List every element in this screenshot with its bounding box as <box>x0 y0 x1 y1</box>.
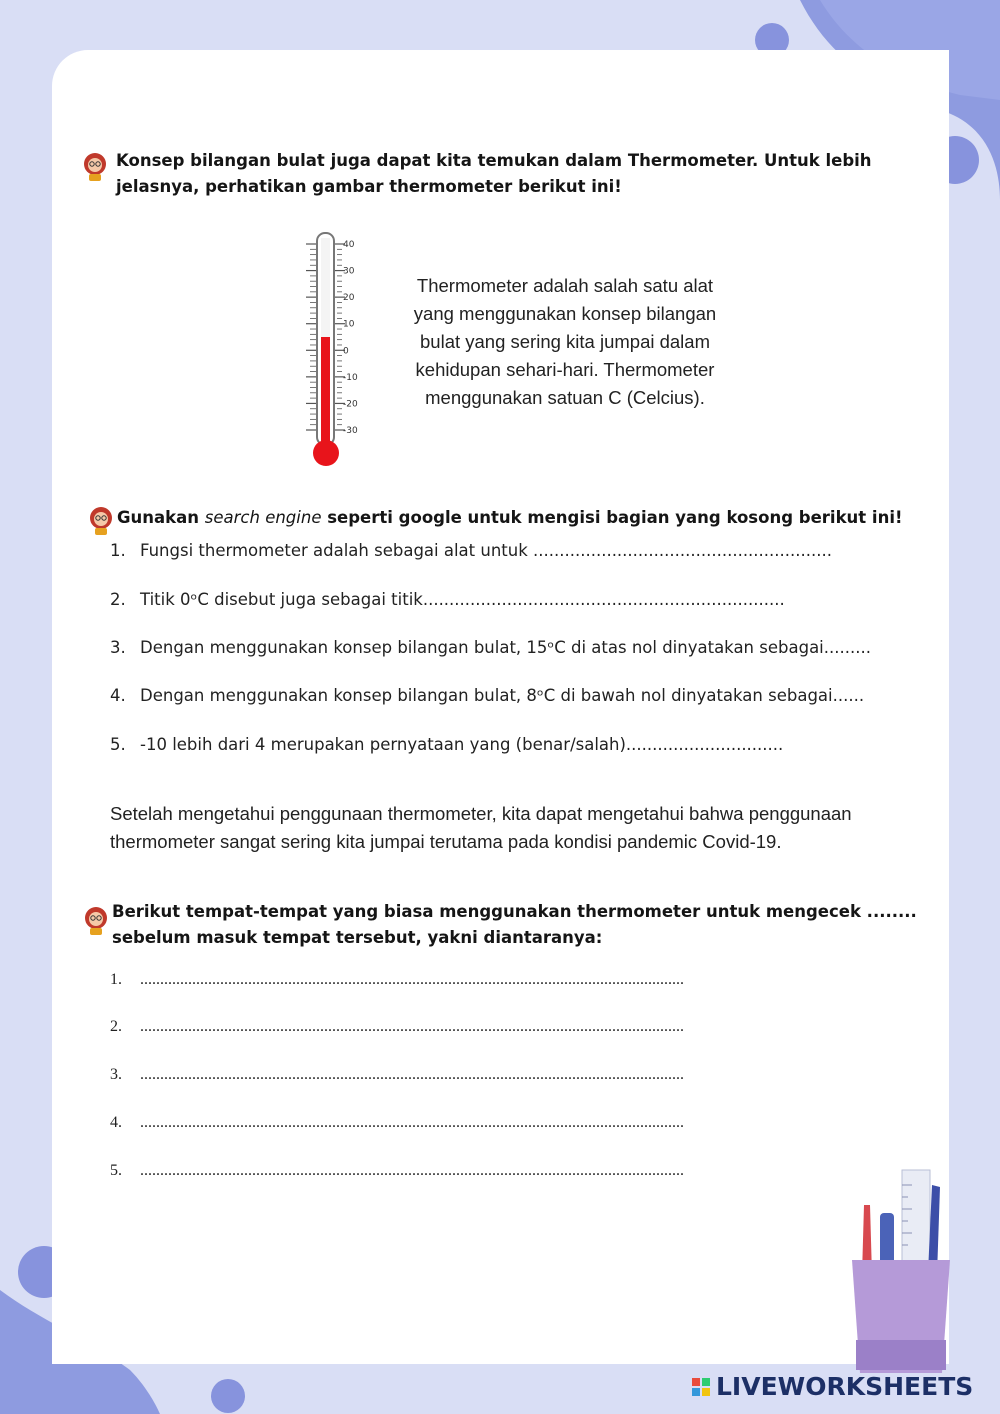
thermometer-figure <box>300 228 390 473</box>
girl-avatar-icon <box>83 906 109 936</box>
thermometer-scale-label: 40 <box>343 240 355 250</box>
question-item[interactable] <box>110 686 864 705</box>
section2-heading-pre: Gunakan <box>117 508 205 527</box>
question-text: -10 lebih dari 4 merupakan pernyataan yang (benar/salah).............................. <box>140 735 784 754</box>
pencil-cup-illustration <box>842 1165 952 1385</box>
description-line: menggunakan satuan C (Celcius). <box>425 387 705 408</box>
answer-blank[interactable] <box>110 1114 684 1132</box>
thermometer-scale-label: 20 <box>343 293 355 304</box>
section1-heading <box>116 148 872 200</box>
liveworksheets-logo[interactable]: LIVEWORKSHEETS <box>716 1372 974 1401</box>
thermometer-scale-label: -20 <box>343 399 358 410</box>
question-item[interactable] <box>110 638 871 657</box>
question-item[interactable] <box>110 590 785 609</box>
thermometer-scale-label: -10 <box>343 372 358 383</box>
blank-number: 5. <box>110 1162 122 1179</box>
liveworksheets-logo-icon <box>692 1378 710 1396</box>
description-line: Thermometer adalah salah satu alat <box>416 275 714 296</box>
section3-heading <box>112 899 917 951</box>
section2-heading-em: search engine <box>204 508 322 527</box>
question-text: Fungsi thermometer adalah sebagai alat untuk ......................................................... <box>140 541 832 560</box>
question-text: Dengan menggunakan konsep bilangan bulat, 8ᵒC di bawah nol dinyatakan sebagai...... <box>140 686 865 705</box>
thermometer-scale-label: 0 <box>343 346 349 357</box>
thermometer-scale-label: 10 <box>343 319 355 330</box>
girl-avatar-icon <box>82 152 108 182</box>
thermometer-scale-label: 30 <box>343 266 355 277</box>
answer-blank[interactable] <box>110 971 684 989</box>
girl-avatar-icon <box>88 506 114 536</box>
section3-heading-line1: Berikut tempat-tempat yang biasa menggunakan thermometer untuk mengecek ........ <box>112 902 917 921</box>
answer-blank[interactable] <box>110 1066 684 1084</box>
description-line: kehidupan sehari-hari. Thermometer <box>415 359 715 380</box>
question-number: 1. <box>110 541 126 560</box>
question-number: 2. <box>110 590 126 609</box>
paragraph-line: thermometer sangat sering kita jumpai terutama pada kondisi pandemic Covid-19. <box>110 831 782 852</box>
question-item[interactable] <box>110 541 832 560</box>
blank-dots: ........................................................................................................................................ <box>140 1162 684 1179</box>
question-number: 3. <box>110 638 126 657</box>
blank-number: 2. <box>110 1018 122 1035</box>
thermometer-bulb <box>313 440 339 466</box>
question-number: 5. <box>110 735 126 754</box>
section2-heading <box>117 505 903 531</box>
question-text: Titik 0ᵒC disebut juga sebagai titik..................................................................... <box>140 590 785 609</box>
blank-dots: ........................................................................................................................................ <box>140 971 684 988</box>
section1-heading-line2: jelasnya, perhatikan gambar thermometer berikut ini! <box>116 177 622 196</box>
question-number: 4. <box>110 686 126 705</box>
blank-dots: ........................................................................................................................................ <box>140 1066 684 1083</box>
blank-dots: ........................................................................................................................................ <box>140 1114 684 1131</box>
question-text: Dengan menggunakan konsep bilangan bulat, 15ᵒC di atas nol dinyatakan sebagai......... <box>140 638 871 657</box>
answer-blank[interactable] <box>110 1018 684 1036</box>
section1-heading-line1: Konsep bilangan bulat juga dapat kita temukan dalam Thermometer. Untuk lebih <box>116 151 872 170</box>
blank-number: 3. <box>110 1066 122 1083</box>
section2-heading-post: seperti google untuk mengisi bagian yang kosong berikut ini! <box>321 508 903 527</box>
thermometer-scale-label: -30 <box>343 426 358 436</box>
blank-dots: ........................................................................................................................................ <box>140 1018 684 1035</box>
description-line: bulat yang sering kita jumpai dalam <box>420 331 710 352</box>
blank-number: 4. <box>110 1114 122 1131</box>
answer-blank[interactable] <box>110 1162 684 1180</box>
thermometer-description <box>400 272 730 412</box>
description-line: yang menggunakan konsep bilangan <box>413 303 717 324</box>
section3-heading-line2: sebelum masuk tempat tersebut, yakni diantaranya: <box>112 928 603 947</box>
covid-paragraph <box>110 800 910 856</box>
question-item[interactable] <box>110 735 783 754</box>
thermometer-liquid <box>321 337 330 443</box>
blank-number: 1. <box>110 971 122 988</box>
paragraph-line: Setelah mengetahui penggunaan thermometer, kita dapat mengetahui bahwa penggunaan <box>110 803 852 824</box>
